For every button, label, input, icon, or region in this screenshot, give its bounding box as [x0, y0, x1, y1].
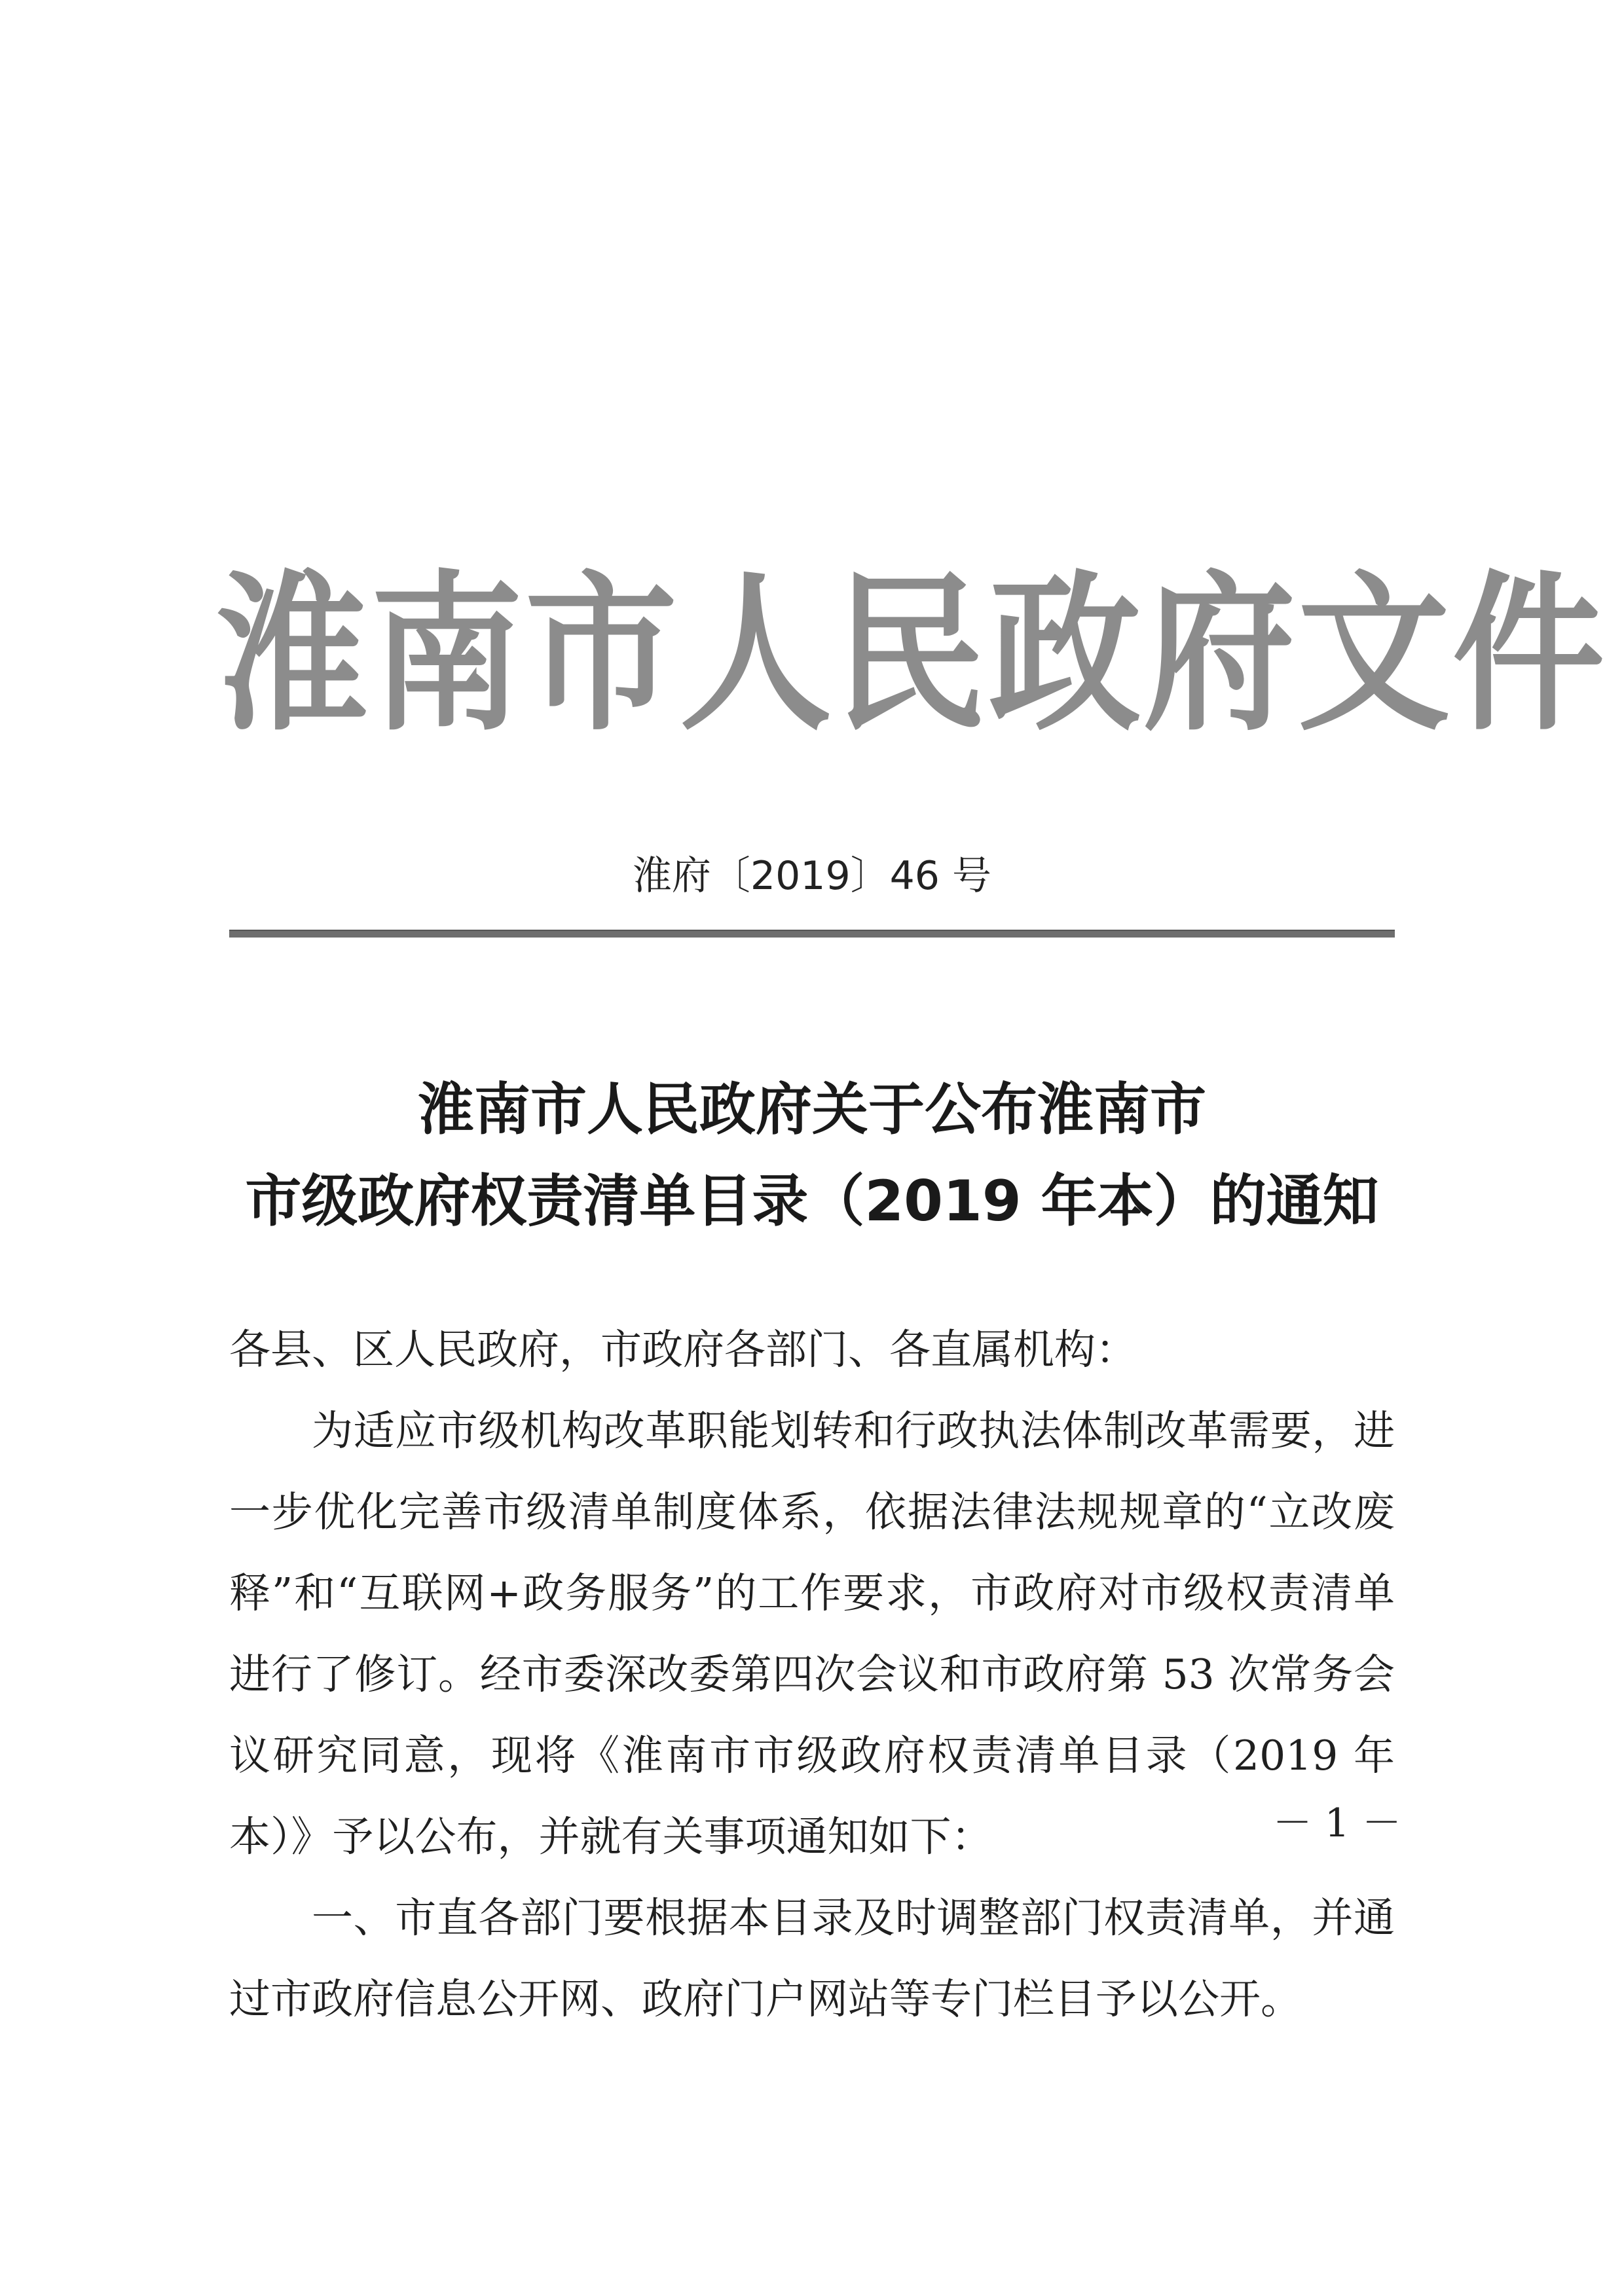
header-separator-rule	[229, 930, 1395, 938]
document-number: 淮府〔2019〕46 号	[632, 853, 992, 899]
document-masthead: 淮南市人民政府文件	[216, 555, 1608, 754]
salutation: 各县、区人民政府，市政府各部门、各直属机构：	[229, 1326, 1137, 1374]
page-number: － 1 －	[1272, 1800, 1401, 1846]
body-paragraph-1: 为适应市级机构改革职能划转和行政执法体制改革需要，进一步优化完善市级清单制度体系，依据法律法规规章的“立改废释”和“互联网+政务服务”的工作要求，市政府对市级权责清单进行了修订。经市委深改委第四次会议和市政府第 53 次常务会议研究同意，现将《淮南市市级政府权责清单目录（2019 年本）》予以公布，并就有关事项通知如下：	[229, 1407, 1395, 1861]
title-line-1: 淮南市人民政府关于公布淮南市	[418, 1077, 1206, 1142]
document-title	[157, 1064, 1467, 1247]
title-line-2: 市级政府权责清单目录（2019 年本）的通知	[245, 1169, 1379, 1234]
body-paragraph-2: 一、市直各部门要根据本目录及时调整部门权责清单，并通过市政府信息公开网、政府门户网站等专门栏目予以公开。	[229, 1894, 1395, 2023]
document-body	[229, 1309, 1395, 2040]
